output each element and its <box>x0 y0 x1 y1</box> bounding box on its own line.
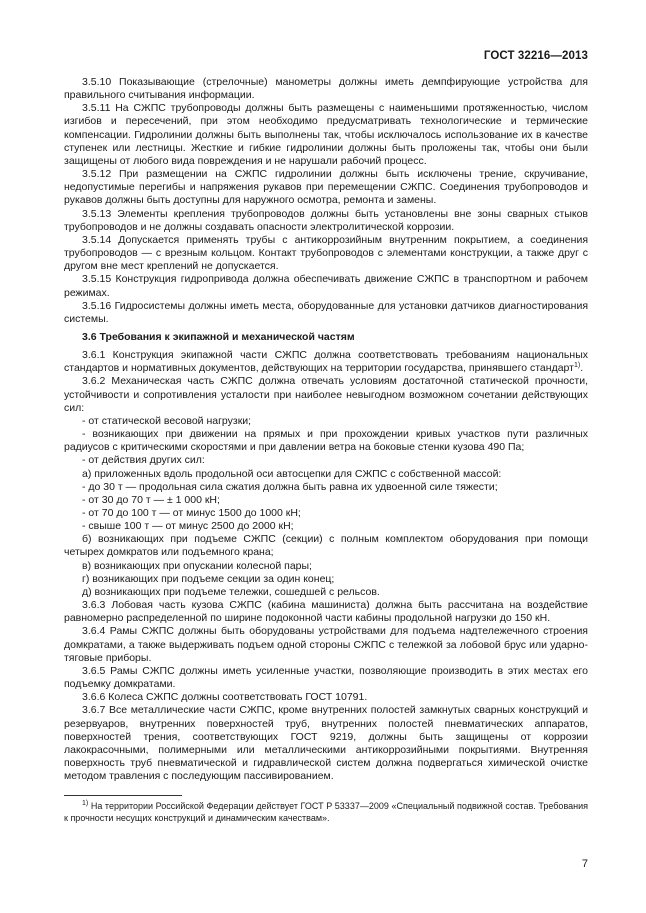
list-item-static-load: - от статической весовой нагрузки; <box>82 414 252 427</box>
footnote-reference: 1) <box>573 362 581 370</box>
document-header: ГОСТ 32216—2013 <box>483 50 588 62</box>
list-item-d: д) возникающих при подъеме тележки, сошедшей с рельсов. <box>82 585 380 598</box>
footnote-separator <box>64 795 182 796</box>
list-item-motion-forces: - возникающих при движении на прямых и при прохождении кривых участков пути различных радиусов с критическими скоростями и при давлении ветра на боковые стенки кузова 490 Па; <box>64 428 588 454</box>
paragraph-3-5-12: 3.5.12 При размещении на СЖПС гидролинии должны быть исключены трение, скручивание, недопустимые перегибы и напряжения рукавов при перемещении СЖПС. Соединения трубопроводов и рукавов должны быть доступны для наружного осмотра, ремонта и замены. <box>64 168 588 207</box>
list-item-g: г) возникающих при подъеме секции за один конец; <box>82 572 335 585</box>
paragraph-3-5-16: 3.5.16 Гидросистемы должны иметь места, оборудованные для установки датчиков диагностирования системы. <box>64 299 588 325</box>
list-item-a-1: - до 30 т — продольная сила сжатия должна быть равна их удвоенной силе тяжести; <box>82 480 498 493</box>
list-item-b: б) возникающих при подъеме СЖПС (секции) с полным комплектом оборудования при помощи четырех домкратов или подъемного крана; <box>64 533 588 559</box>
paragraph-3-5-14: 3.5.14 Допускается применять трубы с антикоррозийным внутренним покрытием, а соединения трубопроводов — с врезным кольцом. Контакт трубопроводов с элементами конструкции, а также друг с другом вне мест креплений не допускается. <box>64 233 588 273</box>
paragraph-3-6-1-text: 3.6.1 Конструкция экипажной части СЖПС должна соответствовать требованиям национальных стандартов и нормативных документов, действующих на территории государства, принявшего стандарт <box>64 349 588 375</box>
list-item-a-2: - от 30 до 70 т — ± 1 000 кН; <box>82 493 220 506</box>
footnote <box>64 800 588 824</box>
paragraph-3-5-15: 3.5.15 Конструкция гидропривода должна обеспечивать движение СЖПС в транспортном и рабочем режимах. <box>64 273 588 299</box>
list-item-a-4: - свыше 100 т — от минус 2500 до 2000 кН; <box>82 520 294 533</box>
page-number: 7 <box>581 858 588 870</box>
list-item-a-3: - от 70 до 100 т — от минус 1500 до 1000 кН; <box>82 507 301 519</box>
list-item-a: а) приложенных вдоль продольной оси автосцепки для СЖПС с собственной массой: <box>82 467 502 480</box>
paragraph-3-6-1-tail: . <box>580 362 584 375</box>
main-text <box>64 76 588 783</box>
paragraph-3-6-5: 3.6.5 Рамы СЖПС должны иметь усиленные участки, позволяющие производить в этих местах его подъемку домкратами. <box>64 664 588 691</box>
paragraph-3-6-4: 3.6.4 Рамы СЖПС должны быть оборудованы устройствами для подъема надтележечного строения домкратами, а также выдерживать подъем одной стороны СЖПС с тележкой за лобовой брус или ударно-тяговые приборы. <box>64 625 588 664</box>
section-heading-3-6: 3.6 Требования к экипажной и механической частям <box>82 330 355 343</box>
paragraph-3-6-7: 3.6.7 Все металлические части СЖПС, кроме внутренних полостей замкнутых сварных конструкций и резервуаров, внутренних поверхностей труб, внутренних полостей пневматических аппаратов, поверхностей трения, соответствующих ГОСТ 9219, должны быть защищены от коррозии лакокрасочными, полимерными или металлическими антикоррозийными покрытиями. Внутренняя поверхность труб пневматической и гидравлической систем должна подвергаться химической очистке методом травления с последующим пассивированием. <box>64 704 588 783</box>
footnote-text-line <box>64 800 588 824</box>
paragraph-3-6-3: 3.6.3 Лобовая часть кузова СЖПС (кабина машиниста) должна быть рассчитана на воздействие равномерно распределенной по ширине подоконной части кабины продольной нагрузки до 150 кН. <box>64 599 588 625</box>
list-item-v: в) возникающих при опускании колесной пары; <box>82 559 312 572</box>
paragraph-3-5-10: 3.5.10 Показывающие (стрелочные) манометры должны иметь демпфирующие устройства для правильного считывания информации. <box>64 76 588 102</box>
list-item-other-forces: - от действия других сил: <box>82 454 205 467</box>
paragraph-3-6-6: 3.6.6 Колеса СЖПС должны соответствовать ГОСТ 10791. <box>82 691 368 704</box>
paragraph-3-6-1 <box>64 349 588 375</box>
footnote-text: На территории Российской Федерации действует ГОСТ Р 53337—2009 «Специальный подвижной состав. Требования к прочности несущих конструкций и динамическим качествам». <box>64 801 588 823</box>
footnote-mark: 1) <box>82 800 89 807</box>
paragraph-3-5-11: 3.5.11 На СЖПС трубопроводы должны быть размещены с наименьшими протяженностью, числом изгибов и пересечений, при этом необходимо предусматривать технологические и термические компенсации. Гидролинии должны быть выполнены так, чтобы исключалось использование их в качестве ступенек или лестницы. Жесткие и гибкие гидролинии должны быть проложены так, чтобы они были защищены от любого вида повреждения и не нарушали рабочий процесс. <box>64 102 588 167</box>
paragraph-3-6-2: 3.6.2 Механическая часть СЖПС должна отвечать условиям достаточной статической прочности, устойчивости и сопротивления усталости при наиболее невыгодном возможном сочетании действующих сил: <box>64 375 588 414</box>
paragraph-3-5-13: 3.5.13 Элементы крепления трубопроводов должны быть установлены вне зоны сварных стыков трубопроводов и не должны создавать опасности электролитической коррозии. <box>64 207 588 233</box>
